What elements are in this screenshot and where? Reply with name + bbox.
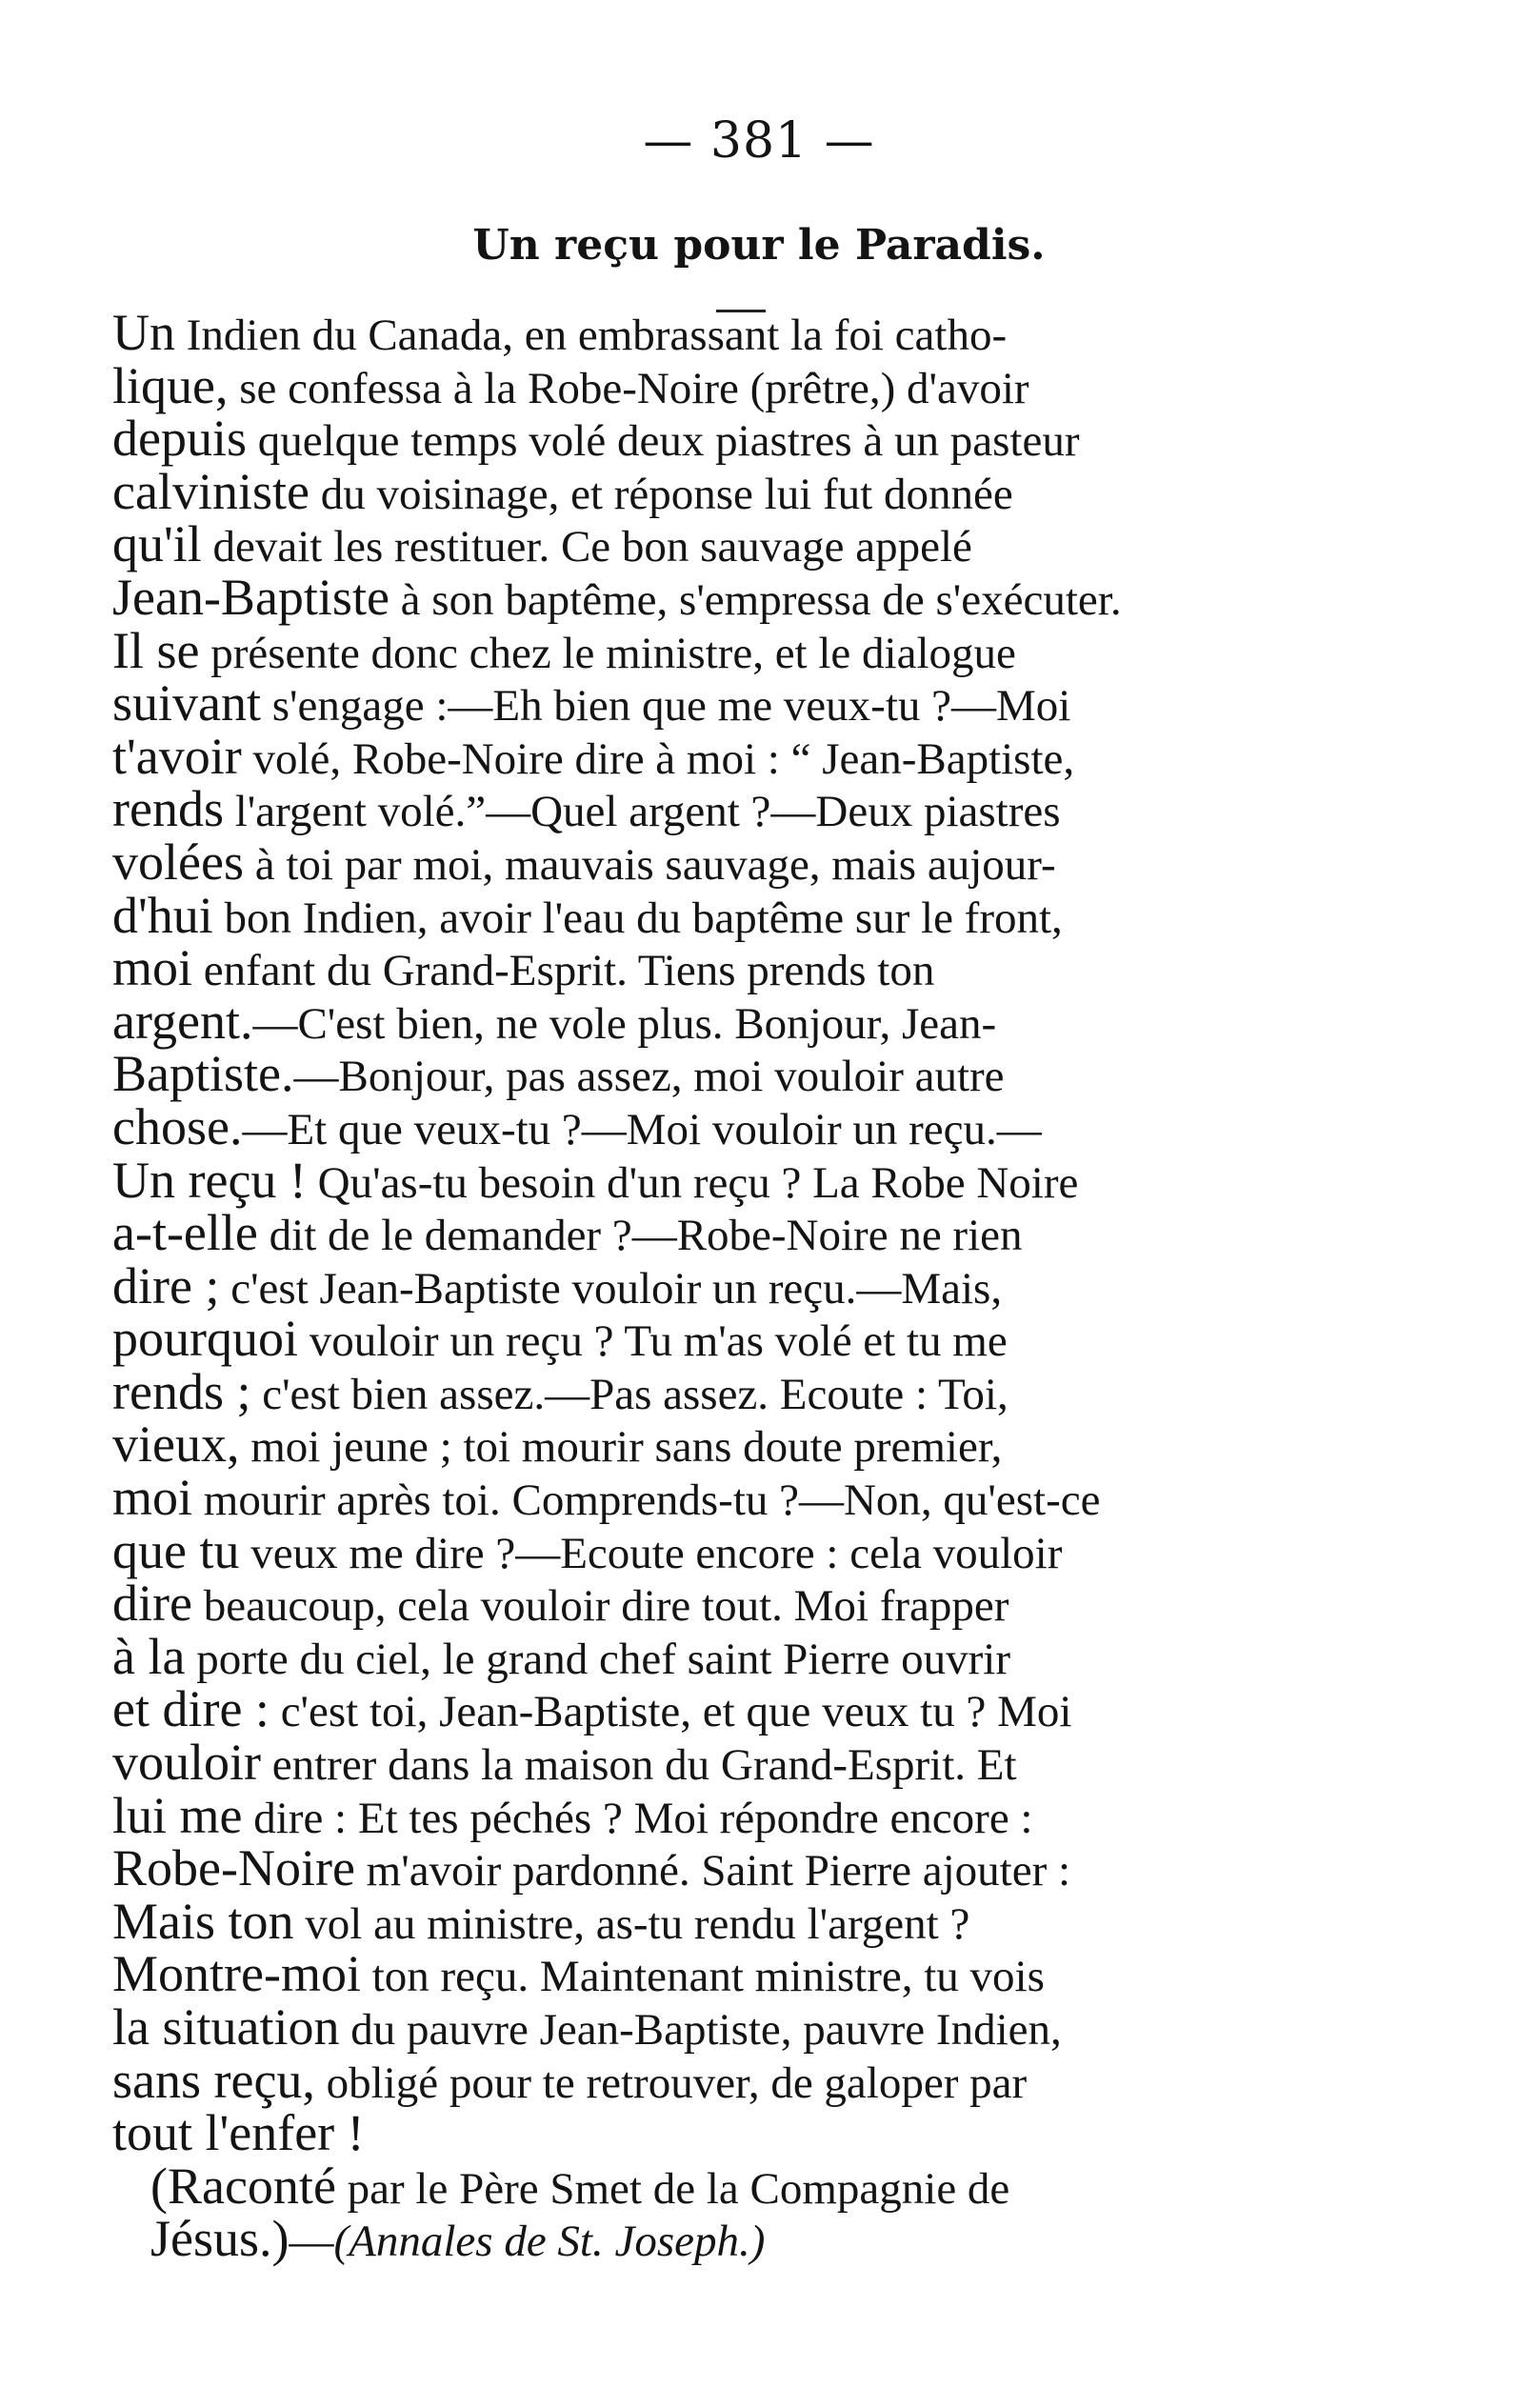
text-line (112, 2210, 1322, 2268)
text-line (112, 1627, 1322, 1685)
line-lead-words: (Raconté (150, 2157, 336, 2215)
line-lead-words: volées (112, 833, 244, 891)
line-text: obligé pour te retrouver, de galoper par (314, 2057, 1028, 2108)
text-line (112, 1892, 1322, 1950)
text-line (112, 833, 1322, 891)
line-text: du pauvre Jean-Baptiste, pauvre Indien, (339, 2005, 1062, 2055)
line-text: enfant du Grand-Esprit. Tiens prends ton (192, 946, 935, 996)
line-lead-words: qu'il (112, 515, 202, 573)
line-lead-words: lique, (112, 356, 229, 414)
line-lead-words: Mais ton (112, 1892, 294, 1950)
line-text: — (289, 2217, 334, 2267)
line-text: moi jeune ; toi mourir sans doute premier, (239, 1422, 1003, 1473)
line-text: s'engage :—Eh bien que me veux-tu ?—Moi (261, 681, 1071, 732)
line-text: c'est bien assez.—Pas assez. Ecoute : Toi, (250, 1369, 1009, 1419)
line-lead-words: suivant (112, 674, 261, 732)
text-line (112, 1521, 1322, 1579)
line-lead-words: moi (112, 1469, 193, 1527)
line-text: bon Indien, avoir l'eau du baptême sur le front, (212, 893, 1063, 943)
line-lead-words: dire ; (112, 1256, 220, 1314)
text-line (112, 621, 1322, 679)
line-lead-words: t'avoir (112, 727, 242, 785)
line-lead-words: chose. (112, 1097, 243, 1155)
text-line (112, 356, 1322, 414)
text-line (112, 1736, 1322, 1790)
line-lead-words: Jésus.) (150, 2210, 290, 2268)
line-lead-words: rends (112, 780, 224, 838)
text-line (112, 1045, 1322, 1103)
line-text: beaucoup, cela vouloir dire tout. Moi frapper (191, 1581, 1009, 1632)
text-line (112, 1577, 1322, 1631)
line-lead-words: depuis (112, 410, 247, 468)
text-line (112, 780, 1322, 838)
line-lead-words: Jean-Baptiste (112, 568, 389, 626)
text-line (112, 1786, 1322, 1844)
line-lead-words: argent. (112, 992, 253, 1050)
page-number: — 381 — (643, 112, 875, 170)
text-line (112, 674, 1322, 732)
line-text: se confessa à la Robe-Noire (prêtre,) d'avoir (228, 363, 1029, 413)
line-lead-words: Un (112, 304, 175, 361)
line-lead-words: que tu (112, 1521, 240, 1579)
line-lead-words: la situation (112, 1998, 340, 2056)
line-lead-words: lui me (112, 1786, 243, 1844)
line-text: ton reçu. Maintenant ministre, tu vois (360, 1952, 1045, 2002)
line-text: vouloir un reçu ? Tu m'as volé et tu me (298, 1316, 1008, 1367)
line-text: Indien du Canada, en embrassant la foi catho- (175, 311, 1008, 360)
line-lead-words: Un reçu ! (112, 1151, 307, 1209)
line-text: dit de le demander ?—Robe-Noire ne rien (257, 1211, 1023, 1261)
text-line (112, 412, 1322, 466)
line-text: porte du ciel, le grand chef saint Pierre ouvrir (185, 1634, 1011, 1684)
line-lead-words: Il se (112, 621, 200, 679)
line-lead-words: a-t-elle (112, 1204, 258, 1262)
text-line (112, 1151, 1322, 1209)
line-text: l'argent volé.”—Quel argent ?—Deux piastres (223, 787, 1061, 837)
line-lead-words: et dire : (112, 1680, 270, 1738)
text-line (112, 304, 1322, 361)
text-line (112, 1310, 1322, 1368)
line-text: c'est toi, Jean-Baptiste, et que veux tu ? Moi (269, 1687, 1072, 1737)
line-lead-words: vieux, (112, 1415, 240, 1474)
line-lead-words: moi (112, 939, 193, 997)
line-text: veux me dire ?—Ecoute encore : cela vouloir (239, 1528, 1063, 1578)
line-lead-words: dire (112, 1575, 192, 1633)
line-text: Qu'as-tu besoin d'un reçu ? La Robe Noire (306, 1157, 1079, 1208)
line-lead-words: vouloir (112, 1734, 261, 1792)
text-line (112, 1945, 1322, 2003)
line-text: présente donc chez le ministre, et le dialogue (199, 628, 1016, 678)
story-body (112, 304, 1322, 2268)
text-line (112, 939, 1322, 997)
line-text: mourir après toi. Comprends-tu ?—Non, qu'est-ce (192, 1475, 1101, 1526)
text-line (112, 1256, 1322, 1314)
line-lead-words: rends ; (112, 1362, 251, 1420)
text-line (112, 568, 1322, 626)
line-text: entrer dans la maison du Grand-Esprit. Et (261, 1740, 1017, 1791)
text-line (112, 1469, 1322, 1527)
text-line (112, 462, 1322, 520)
line-lead-words: d'hui (112, 886, 213, 944)
text-line (112, 727, 1322, 785)
text-line (112, 1204, 1322, 1262)
text-line (112, 1362, 1322, 1420)
text-line (112, 2104, 1322, 2162)
text-line (112, 1097, 1322, 1155)
line-lead-words: sans reçu, (112, 2051, 315, 2109)
source-citation: (Annales de St. Joseph.) (333, 2217, 766, 2267)
line-text: m'avoir pardonné. Saint Pierre ajouter : (354, 1846, 1071, 1896)
line-lead-words: Robe-Noire (112, 1839, 355, 1897)
line-text: à toi par moi, mauvais sauvage, mais aujour- (243, 839, 1056, 890)
line-text: —Bonjour, pas assez, moi vouloir autre (293, 1052, 1005, 1102)
story-title: Un reçu pour le Paradis. (472, 221, 1046, 270)
line-text: du voisinage, et réponse lui fut donnée (309, 469, 1013, 519)
line-text: devait les restituer. Ce bon sauvage appelé (201, 522, 972, 572)
text-line (112, 2157, 1322, 2215)
line-text: —C'est bien, ne vole plus. Bonjour, Jean- (252, 998, 997, 1049)
text-line (112, 515, 1322, 573)
text-line (112, 1839, 1322, 1897)
line-text: à son baptême, s'empressa de s'exécuter. (389, 574, 1122, 625)
text-line (112, 1998, 1322, 2056)
line-lead-words: tout l'enfer ! (112, 2104, 365, 2162)
line-lead-words: Montre-moi (112, 1945, 361, 2003)
line-text: —Et que veux-tu ?—Moi vouloir un reçu.— (242, 1104, 1042, 1154)
text-line (112, 992, 1322, 1050)
text-line (112, 2051, 1322, 2109)
text-line (112, 886, 1322, 944)
line-text: quelque temps volé deux piastres à un pasteur (247, 416, 1080, 467)
line-lead-words: Baptiste. (112, 1045, 294, 1103)
line-text: vol au ministre, as-tu rendu l'argent ? (293, 1898, 970, 1949)
line-text: par le Père Smet de la Compagnie de (335, 2163, 1010, 2214)
line-lead-words: à la (112, 1627, 186, 1685)
line-text: volé, Robe-Noire dire à moi : “ Jean-Baptiste, (241, 733, 1075, 784)
line-lead-words: pourquoi (112, 1310, 298, 1368)
text-line (112, 1415, 1322, 1474)
line-lead-words: calviniste (112, 462, 310, 520)
line-text: dire : Et tes péchés ? Moi répondre encore : (242, 1793, 1033, 1843)
line-text: c'est Jean-Baptiste vouloir un reçu.—Mais, (219, 1263, 1003, 1314)
text-line (112, 1680, 1322, 1738)
